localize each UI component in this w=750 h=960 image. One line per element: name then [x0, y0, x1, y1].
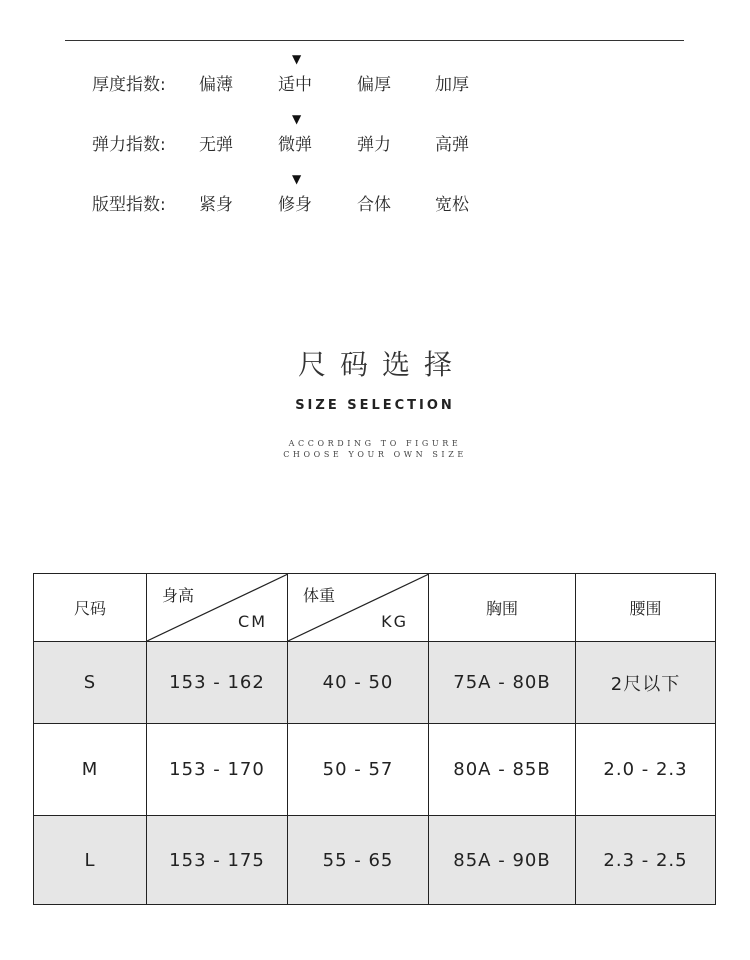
table-row: [34, 816, 716, 905]
cell-height: 153 - 162: [147, 642, 288, 724]
cell-waist: 2尺以下: [576, 642, 716, 724]
cell-weight: 40 - 50: [288, 642, 429, 724]
cell-size: S: [34, 642, 147, 724]
thickness-option: 偏薄: [199, 75, 233, 95]
thickness-option: 偏厚: [357, 75, 391, 95]
header-bust: 胸围: [429, 574, 576, 642]
cell-weight: 55 - 65: [288, 816, 429, 905]
cell-waist: 2.3 - 2.5: [576, 816, 716, 905]
cell-size: M: [34, 724, 147, 816]
header-height: [147, 574, 288, 642]
cell-bust: 80A - 85B: [429, 724, 576, 816]
subtitle-line-2: CHOOSE YOUR OWN SIZE: [283, 450, 467, 459]
header-height-label: 身高: [162, 586, 195, 605]
fit-option: 合体: [357, 195, 391, 215]
cell-waist: 2.0 - 2.3: [576, 724, 716, 816]
cell-size: L: [34, 816, 147, 905]
header-weight: [288, 574, 429, 642]
thickness-option: 加厚: [435, 75, 469, 95]
subtitle-line-1: ACCORDING TO FIGURE: [288, 439, 462, 448]
size-table: [33, 573, 716, 905]
cell-bust: 85A - 90B: [429, 816, 576, 905]
fit-option-selected: ▼ 修身: [278, 172, 312, 215]
header-waist: 腰围: [576, 574, 716, 642]
selected-marker-icon: ▼: [292, 52, 302, 66]
cell-height: 153 - 175: [147, 816, 288, 905]
elasticity-option: 弹力: [357, 135, 391, 155]
fit-option: 宽松: [435, 195, 469, 215]
header-height-unit: CM: [238, 612, 267, 631]
cell-bust: 75A - 80B: [429, 642, 576, 724]
cell-weight: 50 - 57: [288, 724, 429, 816]
table-row: [34, 642, 716, 724]
elasticity-option: 高弹: [435, 135, 469, 155]
section-title-cn: 尺码选择: [297, 348, 466, 381]
top-divider: [65, 40, 684, 41]
section-title-en: SIZE SELECTION: [295, 398, 455, 413]
selected-marker-icon: ▼: [292, 112, 302, 126]
table-header-row: [34, 574, 716, 642]
header-size: 尺码: [34, 574, 147, 642]
selected-marker-icon: ▼: [292, 172, 302, 186]
elasticity-index-label: 弹力指数:: [92, 135, 166, 155]
elasticity-option-selected: ▼ 微弹: [278, 112, 312, 155]
thickness-index-label: 厚度指数:: [92, 75, 166, 95]
cell-height: 153 - 170: [147, 724, 288, 816]
header-weight-label: 体重: [303, 586, 336, 605]
table-row: [34, 724, 716, 816]
header-weight-unit: KG: [381, 612, 408, 631]
fit-option: 紧身: [199, 195, 233, 215]
elasticity-option: 无弹: [199, 135, 233, 155]
thickness-option-selected: ▼ 适中: [278, 52, 312, 95]
fit-index-label: 版型指数:: [92, 195, 166, 215]
